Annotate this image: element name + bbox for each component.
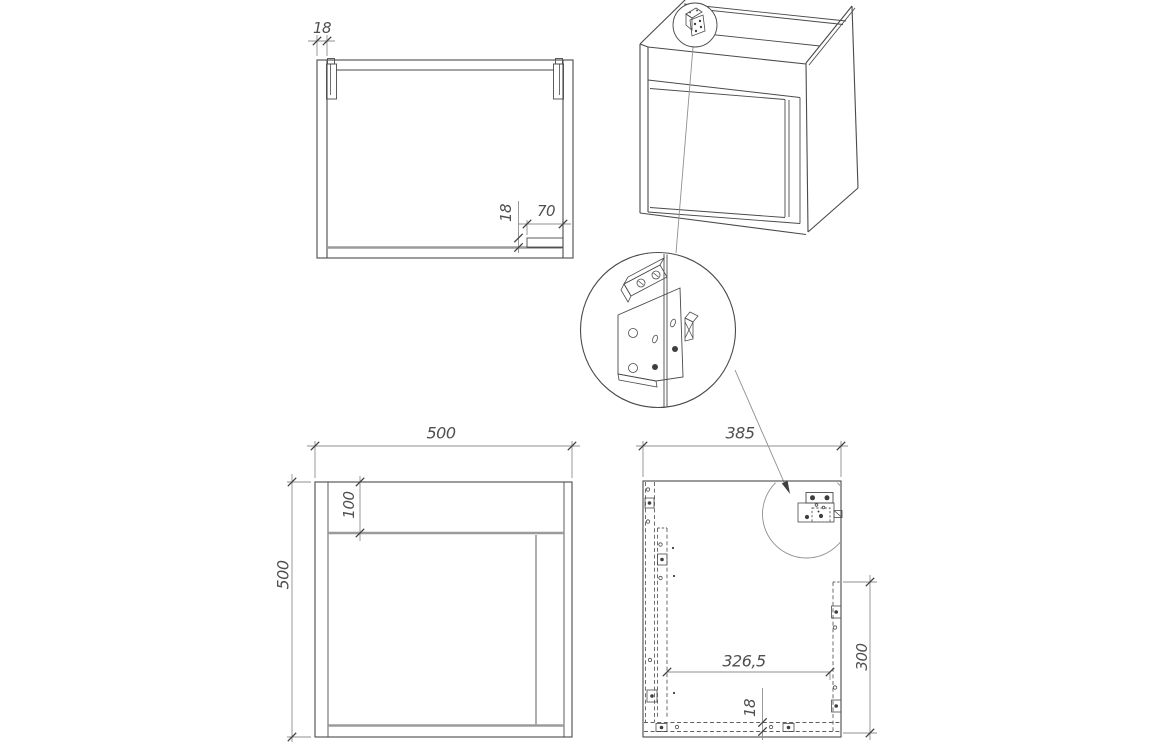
view-isometric <box>640 0 858 253</box>
dim-side-internal-width: 326,5 <box>722 651 766 671</box>
detail-circle-small <box>673 3 717 47</box>
view-section-front <box>308 35 573 258</box>
dim-section-panel-thickness: 18 <box>312 19 332 37</box>
hanger-bracket-right <box>554 59 564 100</box>
dim-side-door-height: 300 <box>853 643 871 671</box>
dim-side-depth: 385 <box>725 423 755 443</box>
dim-lines-side-depth <box>636 441 848 477</box>
dim-section-rail-height: 18 <box>497 203 515 223</box>
bracket-position-detail <box>763 470 851 558</box>
dim-lines-section-rail-height <box>514 201 522 253</box>
dim-section-rail-width: 70 <box>536 202 556 220</box>
fastener-glyphs-left <box>645 488 675 702</box>
dim-front-width: 500 <box>426 423 456 443</box>
view-front <box>287 441 580 742</box>
dim-lines-side-bottom-thickness <box>758 688 766 740</box>
bottom-rail <box>527 238 563 248</box>
view-detail-bracket <box>581 253 791 495</box>
hanger-bracket-left <box>327 59 337 100</box>
dim-lines-front-height <box>287 474 311 742</box>
dim-front-top-rail-height: 100 <box>340 491 358 519</box>
detail-circle-large <box>581 253 736 408</box>
dim-lines-section-thickness <box>308 35 335 56</box>
dim-front-height: 500 <box>273 560 293 590</box>
detail-leader-line-top <box>676 47 693 253</box>
fastener-glyphs-bottom <box>656 724 794 732</box>
dim-lines-front-width <box>307 441 580 478</box>
view-side <box>636 441 877 740</box>
dim-side-bottom-thickness: 18 <box>741 698 759 718</box>
